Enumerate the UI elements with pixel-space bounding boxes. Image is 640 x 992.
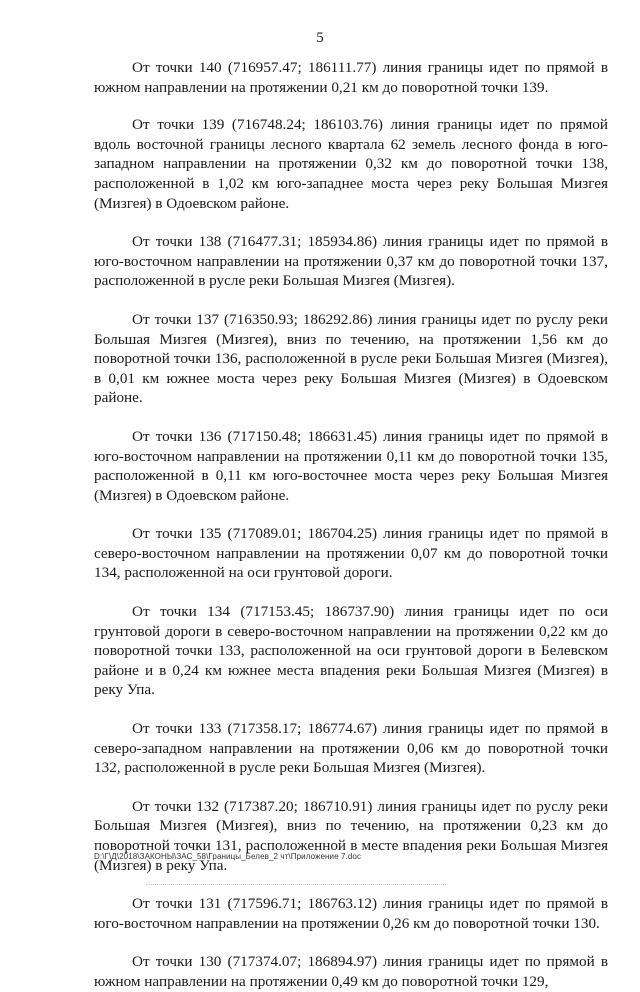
paragraph: От точки 135 (717089.01; 186704.25) линия границы идет по прямой в северо-восточном направлении на протяжении 0,07 км до поворотной точки 134, расположенной на оси грунтовой дороги. [94,525,608,582]
paragraph: От точки 138 (716477.31; 185934.86) линия границы идет по прямой в юго-восточном направлении на протяжении 0,37 км до поворотной точки 137, расположенной в русле реки Большая Мизгея (Мизгея). [94,233,608,290]
paragraph: От точки 131 (717596.71; 186763.12) линия границы идет по прямой в юго-восточном направлении на протяжении 0,26 км до поворотной точки 130. [94,895,608,932]
paragraph: От точки 140 (716957.47; 186111.77) линия границы идет по прямой в южном направлении на протяжении 0,21 км до поворотной точки 139. [94,59,608,96]
paragraph: От точки 134 (717153.45; 186737.90) линия границы идет по оси грунтовой дороги в северо-восточном направлении на протяжении 0,22 км до поворотной точки 133, расположенной на оси грунтовой дороги в Белевском районе и в 0,24 км южнее места впадения реки Большая Мизгея (Мизгея) в реку Упа. [94,603,608,699]
scan-artifact-divider [146,884,446,886]
paragraph: От точки 137 (716350.93; 186292.86) линия границы идет по руслу реки Большая Мизгея (Мизгея), вниз по течению, на протяжении 1,56 км до поворотной точки 136, расположенной в русле реки Большая Мизгея (Мизгея), в 0,01 км южнее моста через реку Большая Мизгея (Мизгея) в Одоевском районе. [94,310,608,407]
paragraph: От точки 132 (717387.20; 186710.91) линия границы идет по руслу реки Большая Мизгея (Мизгея), вниз по течению, на протяжении 0,23 км до поворотной точки 131, расположенной в месте впадения реки Большая Мизгея (Мизгея) в реку Упа. [94,797,608,874]
paragraph: От точки 139 (716748.24; 186103.76) линия границы идет по прямой вдоль восточной границы лесного квартала 62 земель лесного фонда в юго-западном направлении на протяжении 0,32 км до поворотной точки 138, расположенной в 1,02 км юго-западнее моста через реку Большая Мизгея (Мизгея) в Одоевском районе. [94,116,608,212]
paragraph: От точки 133 (717358.17; 186774.67) линия границы идет по прямой в северо-западном направлении на протяжении 0,06 км до поворотной точки 132, расположенной в русле реки Большая Мизгея (Мизгея). [94,720,608,777]
paragraph: От точки 136 (717150.48; 186631.45) линия границы идет по прямой в юго-восточном направлении на протяжении 0,11 км до поворотной точки 135, расположенной в 0,11 км юго-восточнее моста через реку Большая Мизгея (Мизгея) в Одоевском районе. [94,427,608,504]
footer-file-path: D:\Г\Д\2018\ЗАКОНЫ\ЗАС_58\Границы_Белев_2 чт\Приложение 7.doc [94,852,362,861]
page-number: 5 [316,30,324,46]
paragraph: От точки 130 (717374.07; 186894.97) линия границы идет по прямой в южном направлении на протяжении 0,49 км до поворотной точки 129, [94,953,608,990]
